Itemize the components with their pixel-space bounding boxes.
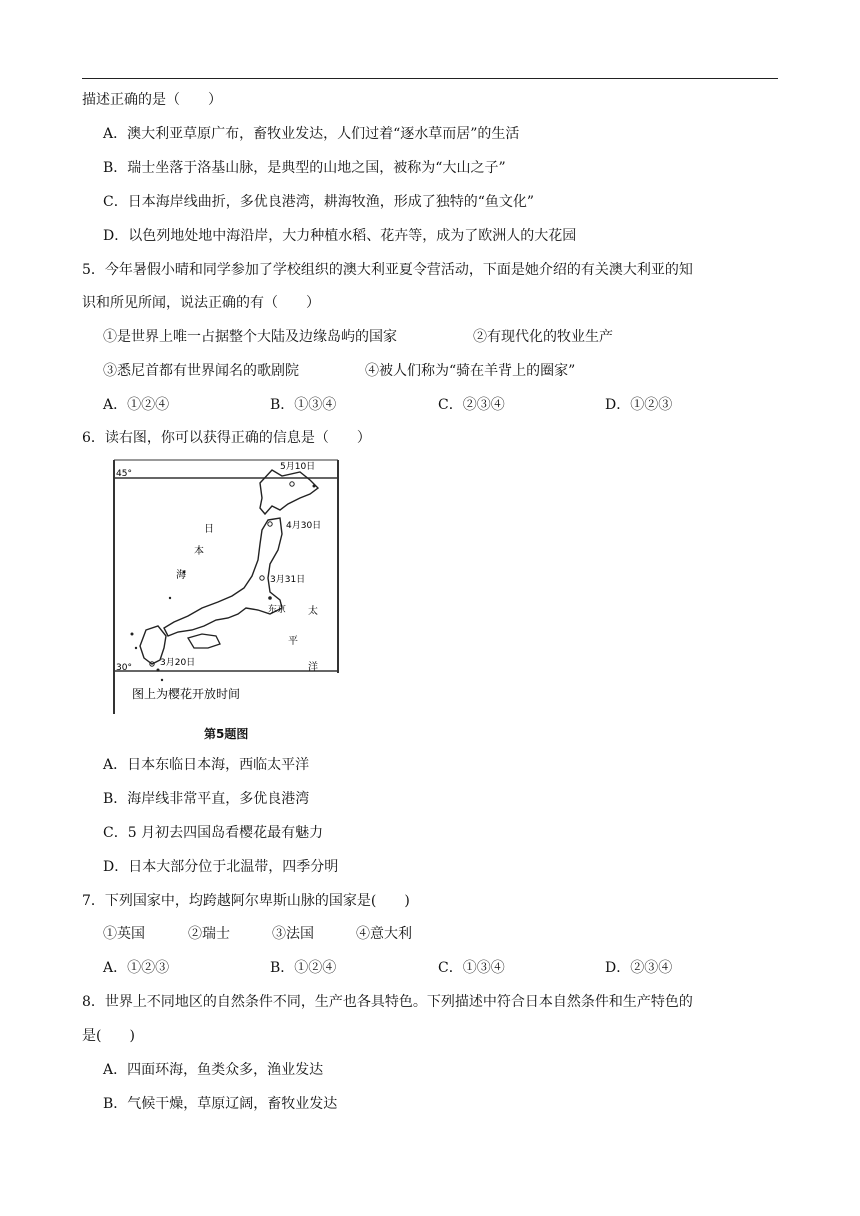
q5-stem-line2: 识和所见所闻，说法正确的有（ ） — [82, 295, 320, 311]
q8-stem-line2: 是( ) — [82, 1028, 135, 1044]
q5-statement-3: ③悉尼首都有世界闻名的歌剧院 — [103, 363, 299, 379]
q8-option-a: A．四面环海，鱼类众多，渔业发达 — [103, 1062, 324, 1078]
q6-option-a: A．日本东临日本海，西临太平洋 — [103, 757, 310, 773]
hokkaido-outline — [260, 470, 318, 514]
marker-mar31 — [260, 576, 264, 580]
q4-option-d: D．以色列地处地中海沿岸，大力种植水稻、花卉等，成为了欧洲人的大花园 — [103, 228, 577, 244]
tokyo-label: 东京 — [268, 605, 287, 615]
sea-char-2: 本 — [194, 546, 204, 557]
lat-45-label: 45° — [116, 469, 132, 479]
sea-char-3: 海 — [176, 570, 186, 581]
q6-option-b: B．海岸线非常平直，多优良港湾 — [103, 791, 310, 807]
q6-option-d: D．日本大部分位于北温带，四季分明 — [103, 859, 339, 875]
tokyo-dot — [268, 596, 272, 600]
q8-stem-line1: 8．世界上不同地区的自然条件不同，生产也各具特色。下列描述中符合日本自然条件和生产特色的 — [82, 994, 693, 1010]
q7-option-b: B．①②④ — [270, 960, 337, 976]
q7-option-d: D．②③④ — [605, 960, 673, 976]
q7-stem: 7．下列国家中，均跨越阿尔卑斯山脉的国家是( ) — [82, 893, 410, 909]
q5-option-b: B．①③④ — [270, 397, 337, 413]
q7-statement-1: ①英国 — [103, 926, 145, 942]
ocean-char-3: 洋 — [308, 662, 318, 673]
q7-option-a: A．①②③ — [103, 960, 170, 976]
q5-option-d: D．①②③ — [605, 397, 673, 413]
figure-caption: 第5题图 — [204, 727, 249, 741]
lat-30-label: 30° — [116, 663, 132, 673]
q5-statement-1: ①是世界上唯一占据整个大陆及边缘岛屿的国家 — [103, 329, 397, 345]
q7-statement-2: ②瑞士 — [188, 926, 230, 942]
q5-option-a: A．①②④ — [103, 397, 170, 413]
ocean-char-1: 太 — [308, 606, 318, 617]
q6-stem: 6．读右图，你可以获得正确的信息是（ ） — [82, 430, 371, 446]
q5-stem-line1: 5．今年暑假小晴和同学参加了学校组织的澳大利亚夏令营活动，下面是她介绍的有关澳大利亚的知 — [82, 262, 693, 278]
q5-statement-2: ②有现代化的牧业生产 — [473, 329, 613, 345]
marker-may10 — [290, 482, 294, 486]
q4-option-b: B．瑞士坐落于洛基山脉，是典型的山地之国，被称为“大山之子” — [103, 160, 506, 176]
q4-option-c: C．日本海岸线曲折，多优良港湾，耕海牧渔，形成了独特的“鱼文化” — [103, 194, 535, 210]
map-legend: 图上为樱花开放时间 — [132, 687, 241, 701]
sea-char-1: 日 — [204, 524, 214, 535]
q7-option-c: C．①③④ — [438, 960, 505, 976]
q7-statement-4: ④意大利 — [356, 926, 412, 942]
q8-option-b: B．气候干燥，草原辽阔，畜牧业发达 — [103, 1096, 338, 1112]
marker-apr30 — [268, 522, 272, 526]
shikoku-outline — [188, 634, 220, 648]
date-apr30: 4月30日 — [286, 521, 322, 531]
q7-statement-3: ③法国 — [272, 926, 314, 942]
header-rule — [82, 78, 778, 79]
q5-option-c: C．②③④ — [438, 397, 505, 413]
q4-option-a: A．澳大利亚草原广布，畜牧业发达，人们过着“逐水草而居”的生活 — [103, 126, 520, 142]
date-mar20: 3月20日 — [160, 658, 196, 668]
q4-stem-tail: 描述正确的是（ ） — [82, 92, 222, 108]
japan-sakura-map — [110, 458, 340, 716]
q5-statement-4: ④被人们称为“骑在羊背上的圈家” — [365, 363, 576, 379]
q6-option-c: C．5 月初去四国岛看樱花最有魅力 — [103, 825, 324, 841]
date-mar31: 3月31日 — [270, 575, 306, 585]
date-may10: 5月10日 — [280, 462, 316, 472]
ocean-char-2: 平 — [288, 636, 298, 647]
